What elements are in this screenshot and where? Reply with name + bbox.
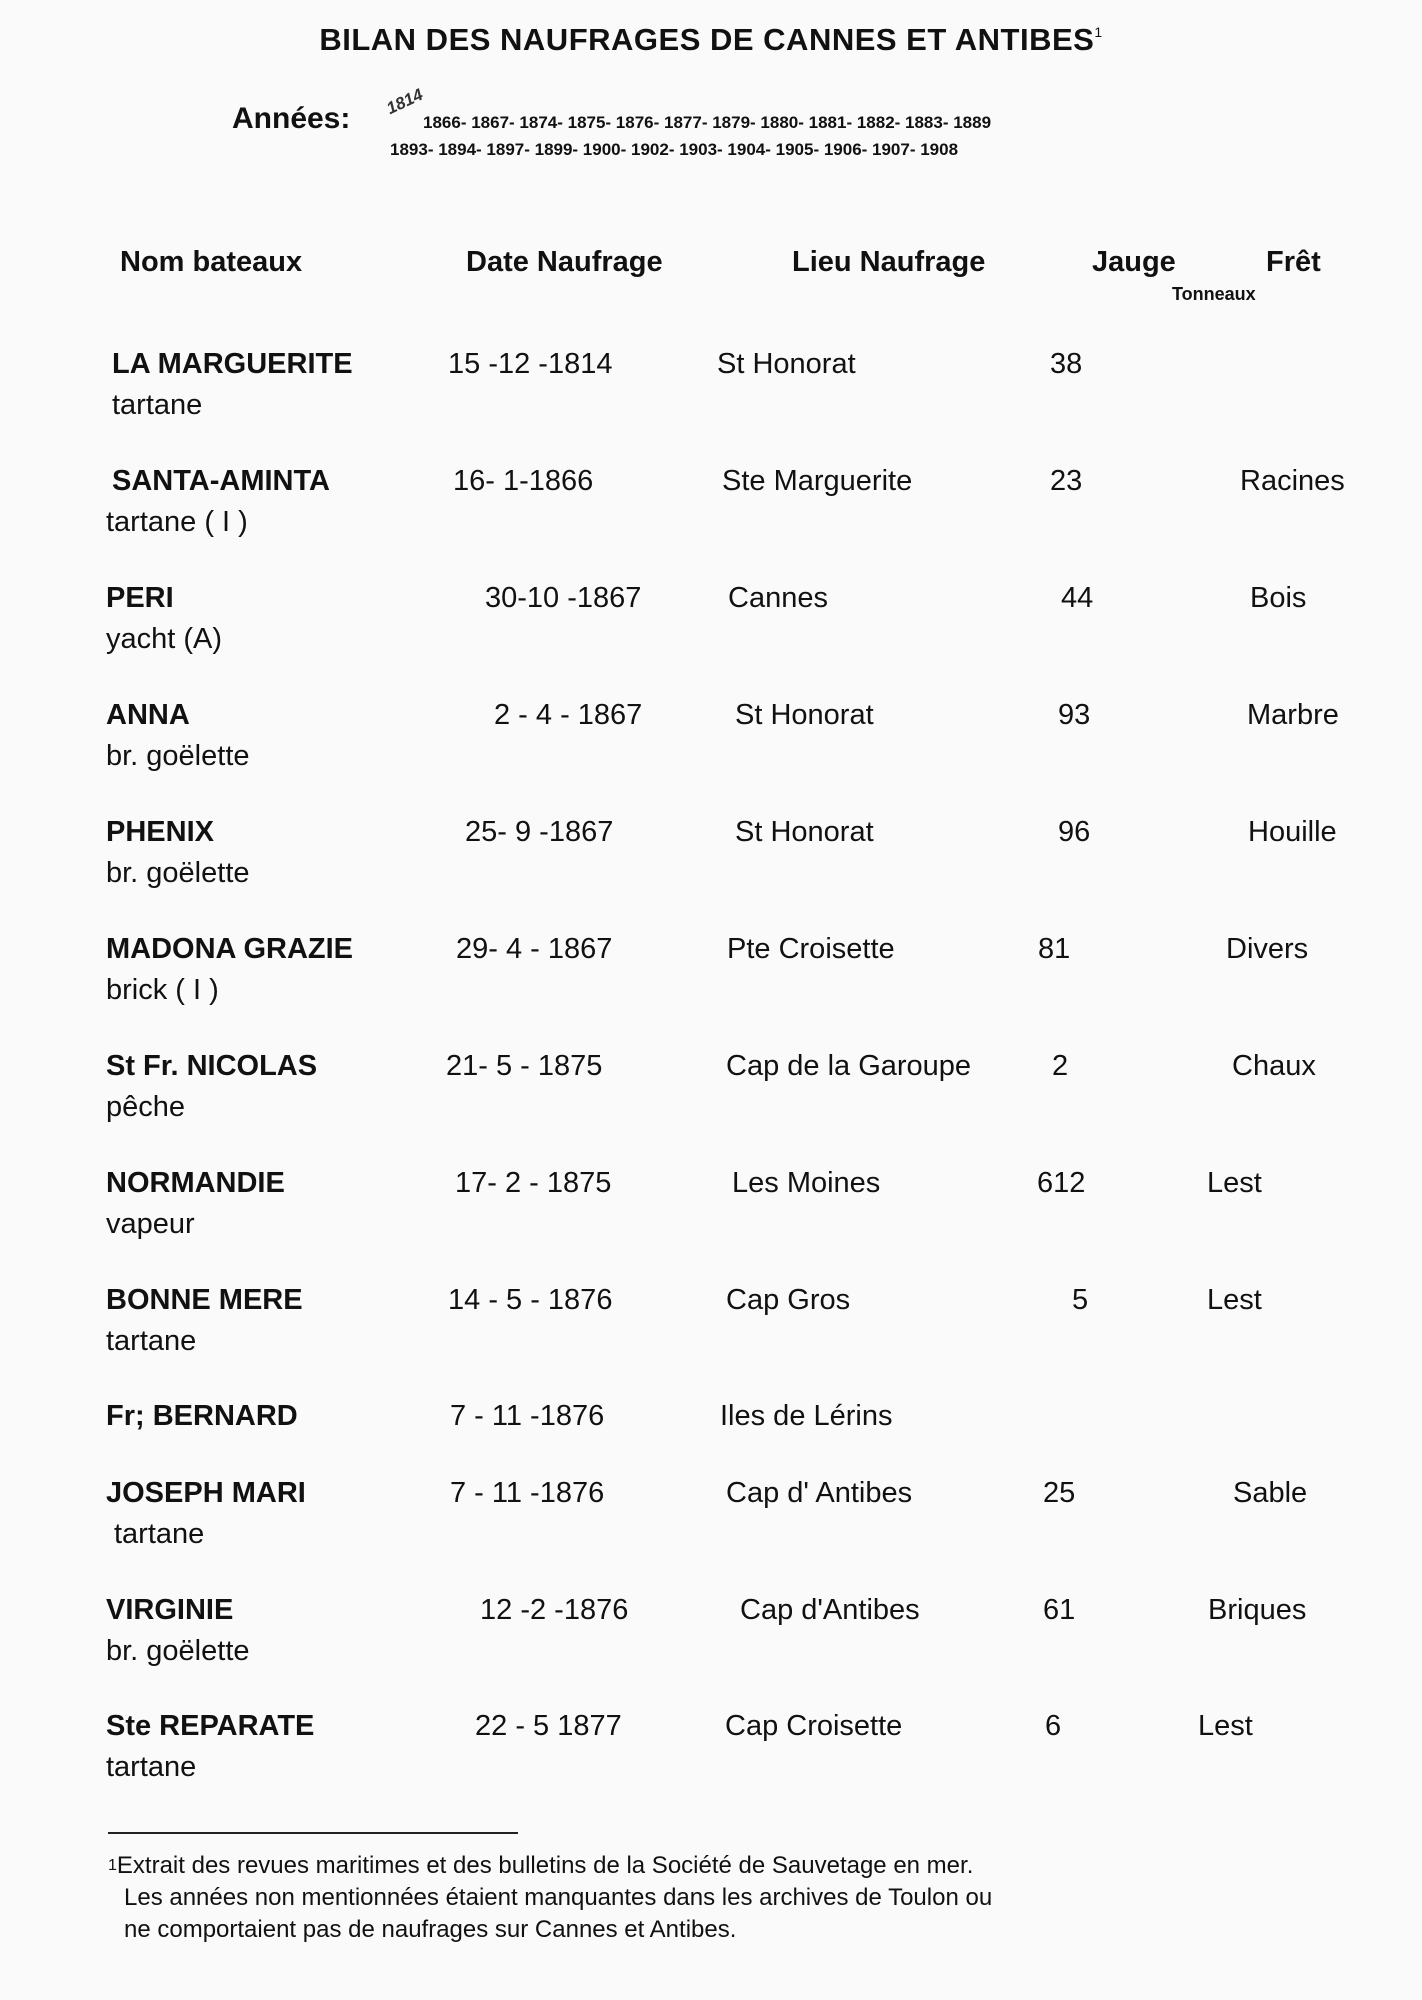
footnote-line-2: Les années non mentionnées étaient manquantes dans les archives de Toulon ou: [124, 1884, 993, 1911]
header-gauge-unit: Tonneaux: [1172, 284, 1256, 304]
footnote-line-3: ne comportaient pas de naufrages sur Cannes et Antibes.: [124, 1916, 737, 1943]
table-row: [0, 465, 1422, 555]
gauge-value: 96: [1058, 816, 1091, 848]
freight-value: Bois: [1250, 582, 1307, 614]
wreck-place: St Honorat: [735, 816, 874, 848]
gauge-value: 44: [1061, 582, 1094, 614]
wreck-date: 7 - 11 -1876: [450, 1477, 605, 1509]
header-gauge: Jauge: [1092, 246, 1176, 278]
ship-type: vapeur: [106, 1208, 195, 1240]
wreck-date: 21- 5 - 1875: [446, 1050, 603, 1082]
table-row: [0, 699, 1422, 789]
years-list-line-1: 1866- 1867- 1874- 1875- 1876- 1877- 1879- 1880- 1881- 1882- 1883- 1889: [423, 113, 992, 132]
ship-name: PHENIX: [106, 816, 214, 848]
ship-name: Fr; BERNARD: [106, 1400, 298, 1432]
header-name: Nom bateaux: [120, 246, 303, 278]
title-footnote-ref: 1: [1094, 24, 1103, 40]
ship-type: tartane: [106, 1751, 197, 1783]
ship-type: tartane: [112, 389, 203, 421]
ship-name: NORMANDIE: [106, 1167, 285, 1199]
table-row: [0, 348, 1422, 438]
wreck-place: Cap Gros: [726, 1284, 851, 1316]
freight-value: Marbre: [1247, 699, 1339, 731]
footnote-divider: [108, 1832, 518, 1834]
handwritten-year: 1814: [383, 84, 426, 119]
gauge-value: 23: [1050, 465, 1083, 497]
ship-name: JOSEPH MARI: [106, 1477, 306, 1509]
footnote: [108, 1850, 1308, 1946]
ship-type: br. goëlette: [106, 740, 250, 772]
gauge-value: 2: [1052, 1050, 1069, 1082]
wreck-place: Iles de Lérins: [720, 1400, 893, 1432]
wreck-date: 25- 9 -1867: [465, 816, 614, 848]
page-title: [0, 22, 1422, 58]
wreck-place: Ste Marguerite: [722, 465, 913, 497]
table-row: [0, 816, 1422, 906]
wreck-place: St Honorat: [735, 699, 874, 731]
ship-type: brick ( I ): [106, 974, 219, 1006]
freight-value: Divers: [1226, 933, 1309, 965]
table-row: [0, 1477, 1422, 1567]
ship-name: LA MARGUERITE: [112, 348, 353, 380]
gauge-value: 5: [1072, 1284, 1089, 1316]
ship-type: tartane: [106, 1325, 197, 1357]
table-row: [0, 1284, 1422, 1374]
wreck-date: 17- 2 - 1875: [455, 1167, 612, 1199]
table-row: [0, 1050, 1422, 1140]
gauge-value: 61: [1043, 1594, 1076, 1626]
freight-value: Racines: [1240, 465, 1345, 497]
ship-name: PERI: [106, 582, 174, 614]
gauge-value: 6: [1045, 1710, 1062, 1742]
ship-type: yacht (A): [106, 623, 223, 655]
ship-name: Ste REPARATE: [106, 1710, 315, 1742]
header-place: Lieu Naufrage: [792, 246, 986, 278]
freight-value: Sable: [1233, 1477, 1308, 1509]
footnote-line-1: Extrait des revues maritimes et des bulletins de la Société de Sauvetage en mer.: [116, 1852, 974, 1879]
ship-type: tartane: [114, 1518, 205, 1550]
years-label: Années:: [232, 102, 351, 135]
freight-value: Lest: [1207, 1167, 1262, 1199]
wreck-date: 15 -12 -1814: [448, 348, 613, 380]
wreck-date: 30-10 -1867: [485, 582, 642, 614]
wreck-date: 29- 4 - 1867: [456, 933, 613, 965]
wreck-date: 16- 1-1866: [453, 465, 594, 497]
ship-type: br. goëlette: [106, 857, 250, 889]
ship-type: tartane ( I ): [106, 506, 248, 538]
table-row: [0, 1710, 1422, 1800]
freight-value: Lest: [1198, 1710, 1253, 1742]
table-row: [0, 1167, 1422, 1257]
wreck-date: 22 - 5 1877: [475, 1710, 622, 1742]
wreck-place: Cap d' Antibes: [726, 1477, 913, 1509]
years-list-line-2: 1893- 1894- 1897- 1899- 1900- 1902- 1903- 1904- 1905- 1906- 1907- 1908: [390, 140, 959, 159]
table-row: [0, 933, 1422, 1023]
gauge-value: 612: [1037, 1167, 1086, 1199]
wreck-place: Cap d'Antibes: [740, 1594, 920, 1626]
wreck-place: St Honorat: [717, 348, 856, 380]
gauge-value: 81: [1038, 933, 1071, 965]
freight-value: Houille: [1248, 816, 1337, 848]
freight-value: Briques: [1208, 1594, 1307, 1626]
wreck-place: Cap Croisette: [725, 1710, 903, 1742]
wreck-place: Cap de la Garoupe: [726, 1050, 972, 1082]
table-row: [0, 1594, 1422, 1684]
ship-name: ANNA: [106, 699, 190, 731]
ship-name: BONNE MERE: [106, 1284, 303, 1316]
wreck-date: 12 -2 -1876: [480, 1594, 629, 1626]
ship-type: br. goëlette: [106, 1635, 250, 1667]
header-date: Date Naufrage: [466, 246, 663, 278]
table-row: [0, 582, 1422, 672]
freight-value: Chaux: [1232, 1050, 1316, 1082]
ship-name: VIRGINIE: [106, 1594, 234, 1626]
freight-value: Lest: [1207, 1284, 1262, 1316]
gauge-value: 38: [1050, 348, 1083, 380]
wreck-place: Les Moines: [732, 1167, 881, 1199]
title-text: BILAN DES NAUFRAGES DE CANNES ET ANTIBES: [319, 22, 1095, 57]
wreck-date: 14 - 5 - 1876: [448, 1284, 613, 1316]
header-freight: Frêt: [1266, 246, 1321, 278]
wreck-date: 7 - 11 -1876: [450, 1400, 605, 1432]
gauge-value: 93: [1058, 699, 1091, 731]
footnote-ref: 1: [108, 1857, 117, 1874]
ship-type: pêche: [106, 1091, 186, 1123]
wreck-place: Cannes: [728, 582, 828, 614]
wreck-date: 2 - 4 - 1867: [494, 699, 643, 731]
ship-name: MADONA GRAZIE: [106, 933, 354, 965]
gauge-value: 25: [1043, 1477, 1076, 1509]
ship-name: SANTA-AMINTA: [112, 465, 330, 497]
wreck-place: Pte Croisette: [727, 933, 895, 965]
ship-name: St Fr. NICOLAS: [106, 1050, 318, 1082]
